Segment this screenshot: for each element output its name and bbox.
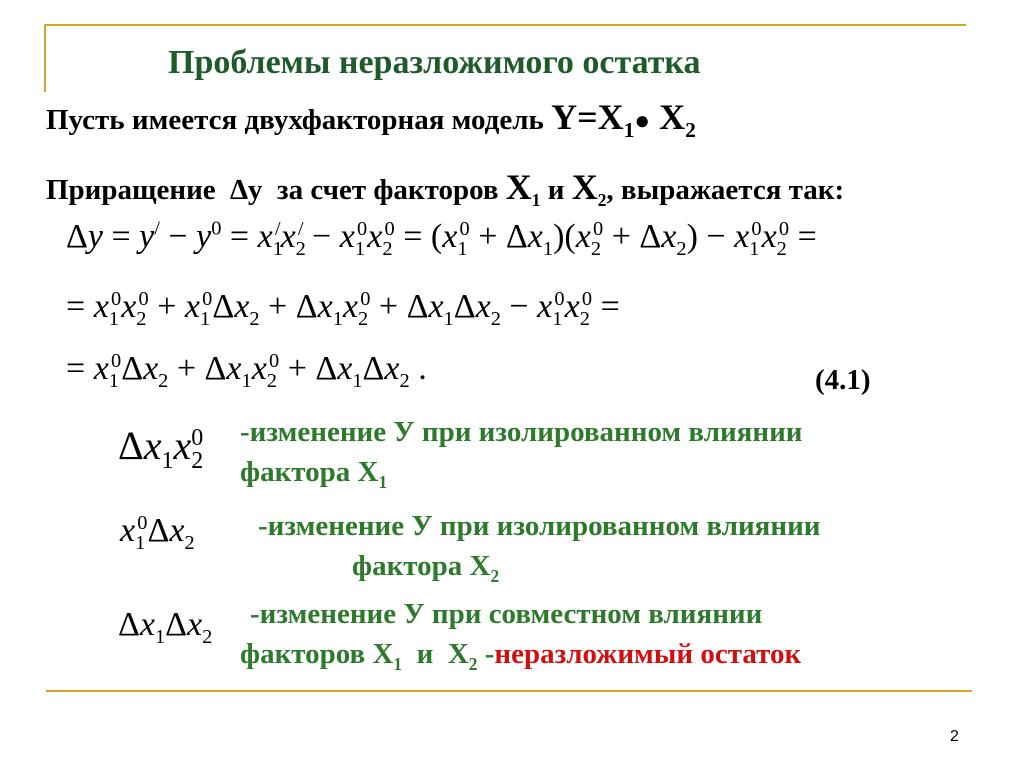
term-2-description: -изменение У при изолированном влиянии — [258, 510, 821, 542]
term-1-description-2: фактора $X_1$ — [240, 456, 388, 492]
term-2-formula: $x_1^0\Delta x_2$ — [120, 511, 195, 554]
intro-line-2: Приращение ∆у за счет факторов $X_1$ и $X_2$, выражается так: — [46, 167, 845, 210]
term-3-formula: $\Delta x_1\Delta x_2$ — [118, 606, 213, 648]
equation-line-1: $\Delta y = y^/ - y^0 = x_1^/x_2^/ - x_1^0x_2^0 = (x_1^0 + \Delta x_1)(x_2^0 + \Delta x_2) - x_1^0x_2^0$ = — [66, 217, 817, 260]
term-1-description: -изменение У при изолированном влиянии — [240, 416, 803, 448]
term-1-formula: $\Delta x_1x_2^0$ — [118, 423, 204, 474]
top-rule — [44, 24, 966, 26]
intro-line-1-text: Пусть имеется двухфакторная модель — [46, 104, 544, 136]
equation-label: (4.1) — [815, 364, 871, 396]
equation-line-2: = $x_1^0x_2^0 + x_1^0\Delta x_2 + \Delta x_1x_2^0 + \Delta x_1\Delta x_2 - x_1^0x_2^0$ = — [66, 287, 620, 330]
equation-line-3: = $x_1^0\Delta x_2 + \Delta x_1x_2^0 + \Delta x_1\Delta x_2$ . — [66, 349, 427, 392]
term-2-description-2: фактора $X_2$ — [352, 550, 500, 586]
model-formula: $Y=X_1●$ $X_2$ — [551, 97, 696, 143]
residual-highlight: неразложимый остаток — [494, 638, 802, 670]
term-3-description: -изменение У при совместном влиянии — [250, 598, 763, 630]
page-title: Проблемы неразложимого остатка — [168, 44, 701, 81]
bottom-rule — [46, 690, 972, 692]
page-number: 2 — [950, 728, 959, 745]
intro-line-1 — [46, 96, 696, 143]
term-3-description-2: факторов $X_1$ и $X_2$ -неразложимый остаток — [240, 638, 802, 674]
left-rule — [44, 24, 46, 92]
